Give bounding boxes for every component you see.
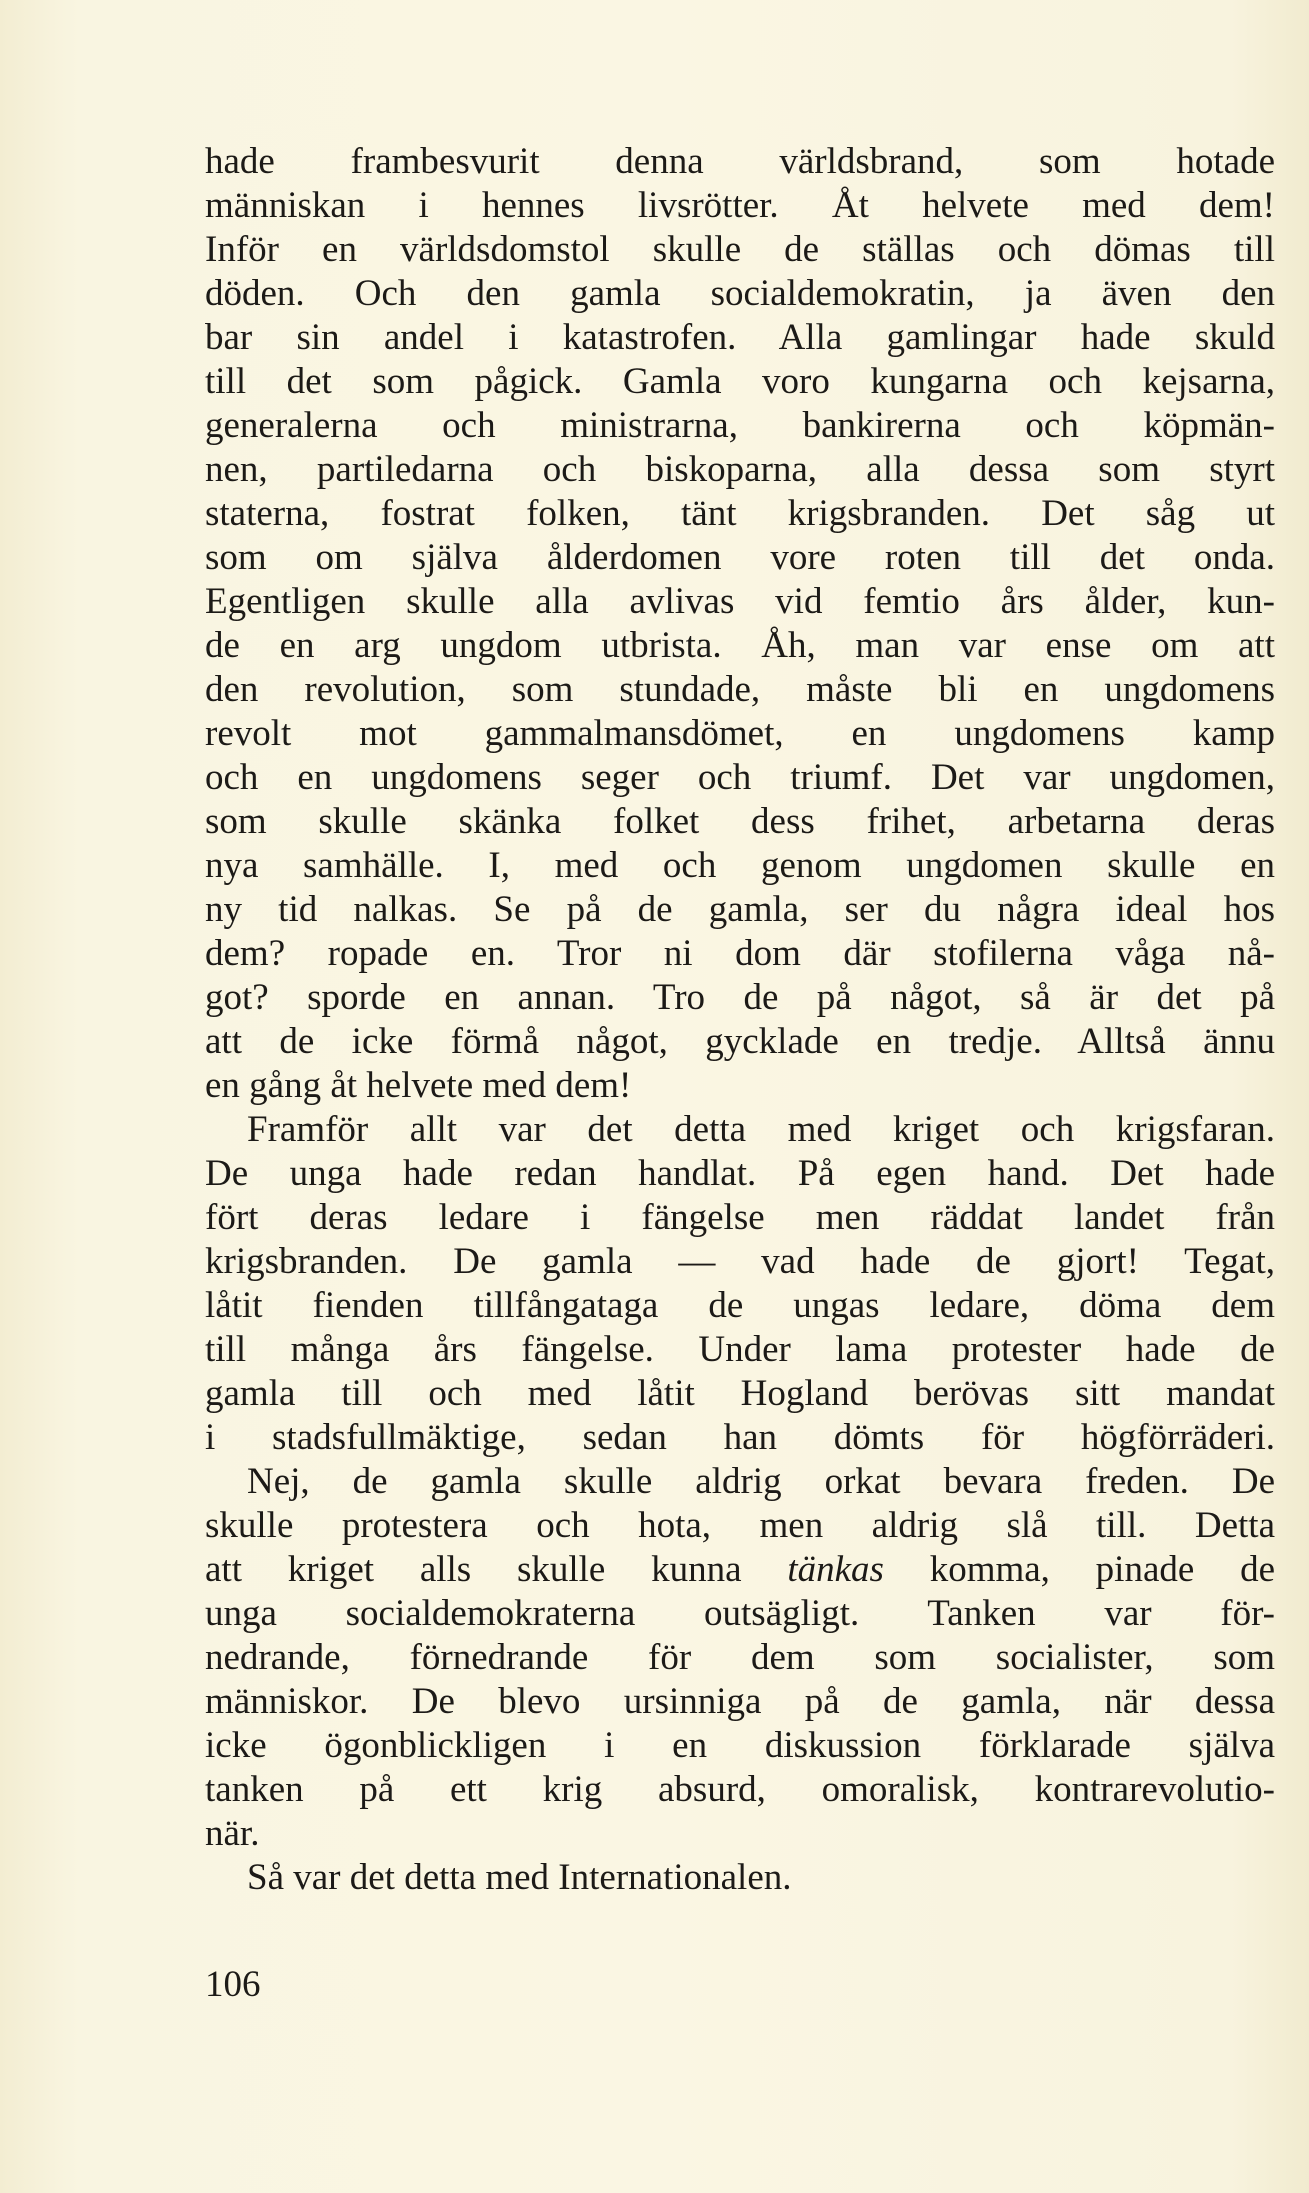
page-number: 106 [205,1964,261,2005]
text-line: den revolution, som stundade, måste bli en ungdomens [205,669,1275,710]
text-line [205,1548,1275,1592]
text-line: Egentligen skulle alla avlivas vid femtio års ålder, kun- [205,581,1275,622]
text-line: Så var det detta med Internationalen. [247,1857,792,1898]
text-line: ny tid nalkas. Se på de gamla, ser du några ideal hos [205,889,1275,930]
text-line: staterna, fostrat folken, tänt krigsbranden. Det såg ut [205,493,1275,534]
text-line: De unga hade redan handlat. På egen hand. Det hade [205,1153,1275,1194]
text-line: som skulle skänka folket dess frihet, arbetarna deras [205,801,1275,842]
text-line: människan i hennes livsrötter. Åt helvete med dem! [205,185,1275,226]
body-text [205,140,1275,1900]
text-line: skulle protestera och hota, men aldrig slå till. Detta [205,1505,1275,1546]
text-line: tanken på ett krig absurd, omoralisk, kontrarevolutio- [205,1769,1275,1810]
text-line: revolt mot gammalmansdömet, en ungdomens kamp [205,713,1275,754]
text-line: nedrande, förnedrande för dem som socialister, som [205,1637,1275,1678]
text-line: när. [205,1813,260,1854]
text-line: till många års fängelse. Under lama protester hade de [205,1329,1275,1370]
text-line: got? sporde en annan. Tro de på något, så är det på [205,977,1275,1018]
text-line: nya samhälle. I, med och genom ungdomen skulle en [205,845,1275,886]
text-line: nen, partiledarna och biskoparna, alla dessa som styrt [205,449,1275,490]
text-line: som om själva ålderdomen vore roten till det onda. [205,537,1275,578]
text-line: låtit fienden tillfångataga de ungas ledare, döma dem [205,1285,1275,1326]
text-line: att de icke förmå något, gycklade en tredje. Alltså ännu [205,1021,1275,1062]
text-segment: komma, pinade de [883,1549,1275,1590]
text-line: fört deras ledare i fängelse men räddat landet från [205,1197,1275,1238]
text-line: hade frambesvurit denna världsbrand, som hotade [205,141,1275,182]
text-line: bar sin andel i katastrofen. Alla gamlingar hade skuld [205,317,1275,358]
text-line: dem? ropade en. Tror ni dom där stofilerna våga nå- [205,933,1275,974]
text-line: gamla till och med låtit Hogland berövas sitt mandat [205,1373,1275,1414]
text-line: Framför allt var det detta med kriget och krigsfaran. [247,1109,1275,1150]
text-line: Inför en världsdomstol skulle de ställas och dömas till [205,229,1275,270]
text-segment: att kriget alls skulle kunna [205,1549,788,1590]
text-line: döden. Och den gamla socialdemokratin, ja även den [205,273,1275,314]
text-line: till det som pågick. Gamla voro kungarna och kejsarna, [205,361,1275,402]
text-line: krigsbranden. De gamla — vad hade de gjort! Tegat, [205,1241,1275,1282]
text-line: icke ögonblickligen i en diskussion förklarade själva [205,1725,1275,1766]
text-line: generalerna och ministrarna, bankirerna och köpmän- [205,405,1275,446]
text-line: Nej, de gamla skulle aldrig orkat bevara freden. De [247,1461,1275,1502]
text-line: en gång åt helvete med dem! [205,1065,632,1106]
text-line: och en ungdomens seger och triumf. Det var ungdomen, [205,757,1275,798]
text-line: unga socialdemokraterna outsägligt. Tanken var för- [205,1593,1275,1634]
text-line: i stadsfullmäktige, sedan han dömts för högförräderi. [205,1417,1275,1458]
italic-word: tänkas [787,1549,884,1590]
text-line: människor. De blevo ursinniga på de gamla, när dessa [205,1681,1275,1722]
text-line: de en arg ungdom utbrista. Åh, man var ense om att [205,625,1275,666]
